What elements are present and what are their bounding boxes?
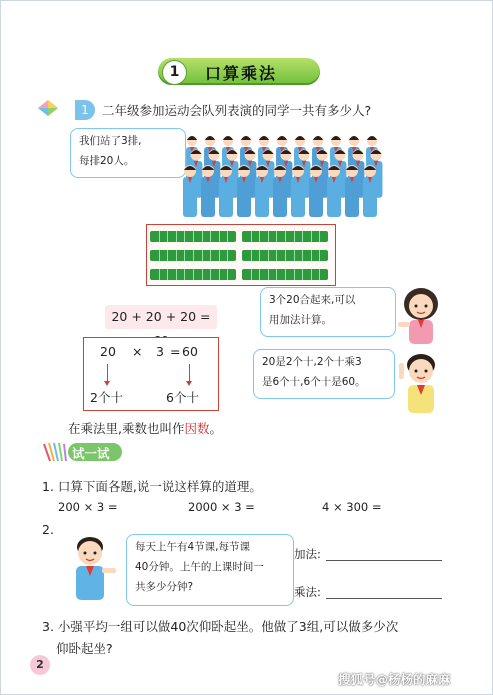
speech-bubble-lesson-time [126, 534, 294, 606]
try-it-label: 试一试 [72, 446, 110, 461]
note-text: 在乘法里,乘数也叫作 [68, 421, 185, 436]
ten-block-stick [150, 250, 236, 261]
bubble-line: 40分钟。上午的上课时间一 [135, 561, 264, 573]
student-figure [345, 165, 359, 217]
example-number: 1 [75, 100, 95, 120]
arrow-line [107, 364, 108, 382]
calc-item-1: 200 × 3 = [58, 500, 118, 514]
example-question: 二年级参加运动会队列表演的同学一共有多少人? [102, 103, 372, 118]
arrow-head [186, 381, 192, 386]
student-figure [237, 165, 251, 217]
factor-20: 20 [100, 344, 116, 359]
bubble-line: 20是2个十,2个十乘3 [262, 356, 362, 368]
speech-bubble-students [70, 128, 186, 178]
lesson-number: 1 [162, 60, 187, 85]
lesson-title: 口算乘法 [205, 64, 278, 83]
boy-illustration [393, 349, 449, 415]
ten-block-stick [242, 250, 328, 261]
students-formation-illustration [178, 126, 390, 218]
block-row [150, 228, 332, 244]
calc-item-3: 4 × 300 = [322, 500, 382, 514]
ten-block-stick [242, 231, 328, 242]
factor-note [68, 419, 222, 437]
student-pointing-illustration [58, 532, 120, 604]
try-question-1: 1. 口算下面各题,说一说这样算的道理。 [42, 479, 262, 494]
speech-bubble-boy [253, 349, 395, 399]
student-figure [255, 165, 269, 217]
bubble-line: 是6个十,6个十是60。 [262, 376, 366, 388]
student-figure [273, 165, 287, 217]
page-number: 2 [30, 655, 50, 675]
arrow-head [104, 381, 110, 386]
note-end: 。 [209, 421, 223, 436]
bubble-line: 3个20合起来,可以 [269, 294, 356, 306]
arrow-line [189, 364, 190, 382]
bubble-line: 每天上午有4节课,每节课 [135, 541, 251, 553]
student-figure [363, 165, 377, 217]
multiplication-diagram [83, 337, 219, 411]
tens-6: 6个十 [166, 390, 199, 405]
product-60: 60 [182, 344, 198, 359]
multiplication-label: 乘法: [294, 585, 321, 599]
ten-block-stick [150, 269, 236, 280]
student-figure [219, 165, 233, 217]
addition-answer-line[interactable] [326, 560, 442, 561]
equals-sign: = [170, 344, 181, 359]
bubble-line: 每排20人。 [79, 155, 135, 167]
example-icon [36, 98, 60, 118]
student-figure [327, 165, 341, 217]
addition-equation: 20 + 20 + 20 = [105, 305, 217, 329]
factor-3: 3 [156, 344, 164, 359]
student-figure [291, 165, 305, 217]
tens-2: 2个十 [90, 390, 123, 405]
ten-block-stick [242, 269, 328, 280]
ten-block-stick [150, 231, 236, 242]
addition-label: 加法: [294, 547, 321, 561]
calc-item-2: 2000 × 3 = [188, 500, 255, 514]
multiplication-answer-line[interactable] [326, 598, 442, 599]
bubble-line: 共多少分钟? [135, 581, 194, 593]
watermark: 搜狐号@杨杨的麻麻 [338, 672, 451, 687]
block-row [150, 266, 332, 282]
block-row [150, 247, 332, 263]
try-question-3-line-2: 仰卧起坐? [56, 641, 113, 656]
bubble-line: 我们站了3排, [79, 135, 142, 147]
student-figure [183, 165, 197, 217]
bubble-line: 用加法计算。 [269, 314, 332, 326]
try-question-3-line-1: 3. 小强平均一组可以做40次仰卧起坐。他做了3组,可以做多少次 [42, 619, 399, 634]
counting-blocks-grid [146, 224, 336, 286]
try-question-2-label: 2. [42, 522, 54, 537]
term-factor: 因数 [184, 421, 210, 436]
student-figure [309, 165, 323, 217]
girl-illustration [392, 284, 450, 346]
student-figure [201, 165, 215, 217]
speech-bubble-girl [260, 287, 396, 337]
times-sign: × [132, 344, 143, 359]
